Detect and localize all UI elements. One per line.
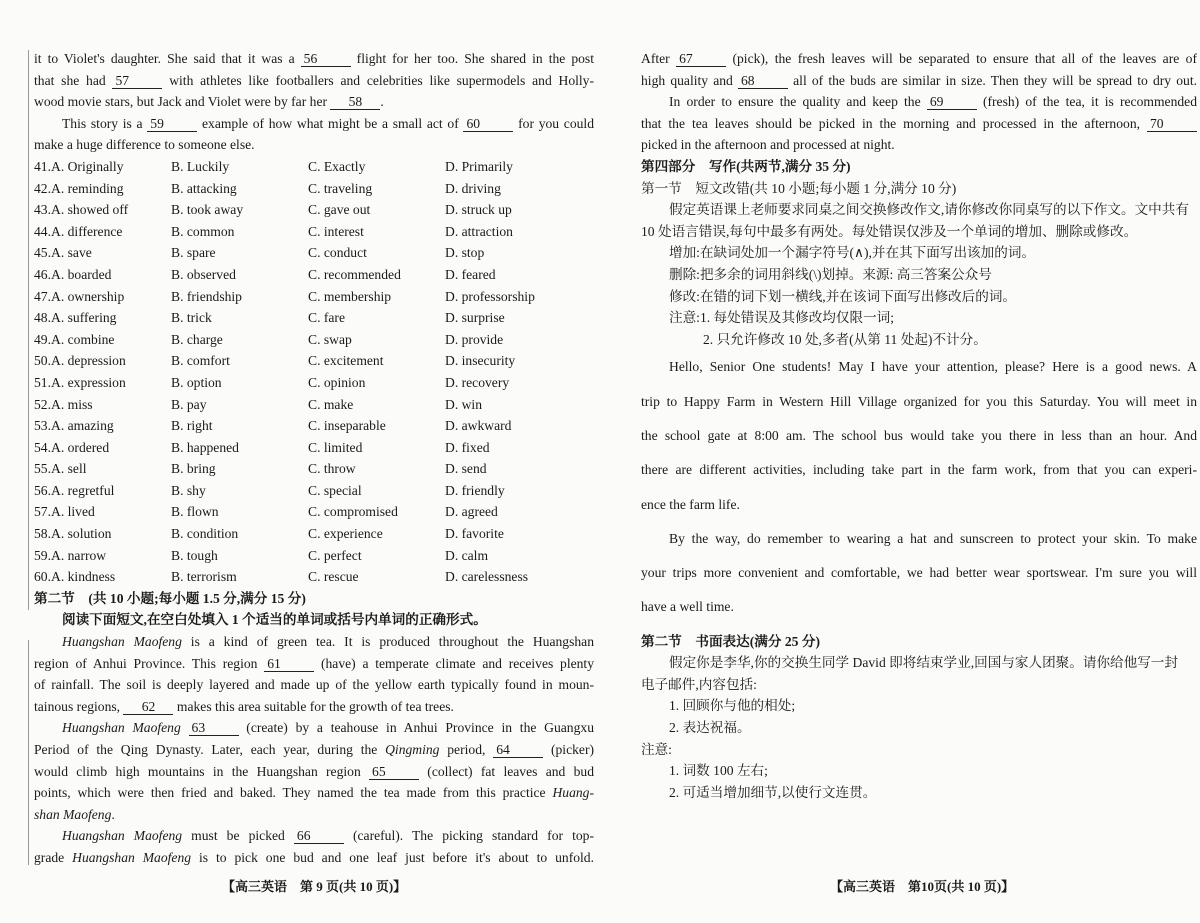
option-c[interactable]: C. recommended xyxy=(308,266,401,282)
option-b[interactable]: B. option xyxy=(171,374,222,390)
option-d[interactable]: D. provide xyxy=(445,331,504,347)
option-c[interactable]: C. make xyxy=(308,396,354,412)
passage-line: In order to ensure the quality and keep the 69 (fresh) of the tea, it is recommended xyxy=(669,94,1197,110)
option-d[interactable]: D. professorship xyxy=(445,288,535,304)
part-4-heading: 第四部分 写作(共两节,满分 35 分) xyxy=(641,158,851,174)
essay-line: ence the farm life. xyxy=(641,496,740,512)
option-d[interactable]: D. Primarily xyxy=(445,158,513,174)
option-c[interactable]: C. gave out xyxy=(308,202,371,218)
instruction-add: 增加:在缺词处加一个漏字符号(∧),并在其下面写出该加的词。 xyxy=(669,245,1036,261)
blank-61[interactable]: 61 xyxy=(264,656,314,672)
option-c[interactable]: C. compromised xyxy=(308,504,398,520)
essay-line: By the way, do remember to wearing a hat and sunscreen to protect your skin. To make xyxy=(669,530,1197,546)
question-number: 57. xyxy=(34,504,51,520)
blank-70[interactable]: 70 xyxy=(1147,116,1197,132)
option-row xyxy=(34,156,594,178)
option-a[interactable]: 54.A. ordered xyxy=(34,437,171,459)
question-number: 44. xyxy=(34,223,51,239)
page-footer-left: 【高三英语 第 9 页(共 10 页)】 xyxy=(222,879,407,894)
option-a[interactable]: 50.A. depression xyxy=(34,350,171,372)
option-d[interactable]: D. driving xyxy=(445,180,501,196)
option-row xyxy=(34,523,594,545)
option-c[interactable]: C. special xyxy=(308,482,362,498)
essay-line: Hello, Senior One students! May I have your attention, please? Here is a good news. A xyxy=(669,359,1197,375)
option-d[interactable]: D. awkward xyxy=(445,418,512,434)
passage-line: of rainfall. The soil is deeply layered and made up of the yellow earth typically found in moun- xyxy=(34,677,594,693)
content-item: 1. 回顾你与他的相处; xyxy=(669,698,796,714)
option-row xyxy=(34,178,594,200)
passage-line: make a huge difference to someone else. xyxy=(34,137,255,153)
question-number: 42. xyxy=(34,180,51,196)
content-item: 2. 表达祝福。 xyxy=(669,720,751,736)
blank-64[interactable]: 64 xyxy=(493,742,543,758)
option-d[interactable]: D. favorite xyxy=(445,526,504,542)
option-row xyxy=(34,501,594,523)
question-number: 50. xyxy=(34,353,51,369)
option-c[interactable]: C. limited xyxy=(308,439,363,455)
option-b[interactable]: B. friendship xyxy=(171,288,242,304)
option-c[interactable]: C. opinion xyxy=(308,374,366,390)
question-number: 56. xyxy=(34,482,51,498)
option-a[interactable]: 48.A. suffering xyxy=(34,307,171,329)
option-a[interactable]: 46.A. boarded xyxy=(34,264,171,286)
question-number: 47. xyxy=(34,288,51,304)
instruction-modify: 修改:在错的词下划一横线,并在该词下面写出修改后的词。 xyxy=(669,288,1017,304)
option-a[interactable]: 44.A. difference xyxy=(34,221,171,243)
blank-59[interactable]: 59 xyxy=(147,116,197,132)
passage-line: This story is a 59 example of how what might be a small act of 60 for you could xyxy=(62,115,594,131)
option-row xyxy=(34,242,594,264)
question-number: 58. xyxy=(34,526,51,542)
page-9 xyxy=(34,48,594,869)
option-d[interactable]: D. attraction xyxy=(445,223,513,239)
passage-line: Huangshan Maofeng must be picked 66 (careful). The picking standard for top- xyxy=(62,828,594,844)
option-b[interactable]: B. common xyxy=(171,223,235,239)
blank-69[interactable]: 69 xyxy=(927,94,977,110)
question-number: 54. xyxy=(34,439,51,455)
option-d[interactable]: D. recovery xyxy=(445,374,510,390)
option-d[interactable]: D. calm xyxy=(445,547,489,563)
option-c[interactable]: C. traveling xyxy=(308,180,373,196)
option-d[interactable]: D. fixed xyxy=(445,439,490,455)
blank-63[interactable]: 63 xyxy=(189,720,239,736)
note-line: 注意:1. 每处错误及其修改均仅限一词; xyxy=(669,310,895,326)
option-b[interactable]: B. shy xyxy=(171,482,206,498)
section-2-instruction: 阅读下面短文,在空白处填入 1 个适当的单词或括号内单词的正确形式。 xyxy=(62,612,487,628)
question-number: 51. xyxy=(34,374,51,390)
question-number: 43. xyxy=(34,202,51,218)
passage-line: would climb high mountains in the Huangshan region 65 (collect) fat leaves and bud xyxy=(34,763,594,779)
option-a[interactable]: 56.A. regretful xyxy=(34,480,171,502)
option-row xyxy=(34,286,594,308)
note-label: 注意: xyxy=(641,741,672,757)
option-c[interactable]: C. rescue xyxy=(308,569,359,585)
option-d[interactable]: D. carelessness xyxy=(445,569,529,585)
question-number: 45. xyxy=(34,245,51,261)
option-d[interactable]: D. agreed xyxy=(445,504,498,520)
instruction-line: 电子邮件,内容包括: xyxy=(641,676,757,692)
option-a[interactable]: 57.A. lived xyxy=(34,501,171,523)
options-list xyxy=(34,156,594,588)
option-b[interactable]: B. charge xyxy=(171,331,223,347)
question-number: 49. xyxy=(34,331,51,347)
note-line: 2. 只允许修改 10 处,多者(从第 11 处起)不计分。 xyxy=(703,331,987,347)
section-2-heading: 第二节 (共 10 小题;每小题 1.5 分,满分 15 分) xyxy=(34,590,306,606)
option-a[interactable]: 42.A. reminding xyxy=(34,178,171,200)
option-d[interactable]: D. insecurity xyxy=(445,353,516,369)
instruction-delete: 删除:把多余的词用斜线(\)划掉。来源: 高三答案公众号 xyxy=(669,266,992,282)
option-d[interactable]: D. stop xyxy=(445,245,485,261)
option-row xyxy=(34,199,594,221)
instruction-line: 假定英语课上老师要求同桌之间交换修改作文,请你修改你同桌写的以下作文。文中共有 xyxy=(669,202,1189,218)
option-row xyxy=(34,480,594,502)
note-line: 2. 可适当增加细节,以使行文连贯。 xyxy=(669,784,877,800)
option-row xyxy=(34,458,594,480)
passage-line: high quality and 68 all of the buds are similar in size. Then they will be spread to dry out. xyxy=(641,72,1197,88)
option-c[interactable]: C. fare xyxy=(308,310,345,326)
passage-line: shan Maofeng. xyxy=(34,806,115,822)
option-row xyxy=(34,415,594,437)
question-number: 53. xyxy=(34,418,51,434)
question-number: 59. xyxy=(34,547,51,563)
option-d[interactable]: D. surprise xyxy=(445,310,505,326)
option-b[interactable]: B. tough xyxy=(171,547,218,563)
option-d[interactable]: D. send xyxy=(445,461,487,477)
blank-65[interactable]: 65 xyxy=(369,764,419,780)
option-a[interactable]: 43.A. showed off xyxy=(34,199,171,221)
passage-line: picked in the afternoon and processed at night. xyxy=(641,137,895,153)
option-a[interactable]: 53.A. amazing xyxy=(34,415,171,437)
option-row xyxy=(34,221,594,243)
blank-67[interactable]: 67 xyxy=(676,51,726,67)
passage-line: Huangshan Maofeng is a kind of green tea. It is produced throughout the Huangshan xyxy=(62,634,594,650)
option-c[interactable]: C. membership xyxy=(308,288,392,304)
option-b[interactable]: B. observed xyxy=(171,266,236,282)
passage-line: region of Anhui Province. This region 61 (have) a temperate climate and receives plenty xyxy=(34,655,594,671)
option-b[interactable]: B. right xyxy=(171,418,213,434)
option-a[interactable]: 49.A. combine xyxy=(34,329,171,351)
option-b[interactable]: B. comfort xyxy=(171,353,230,369)
option-d[interactable]: D. struck up xyxy=(445,202,512,218)
option-b[interactable]: B. trick xyxy=(171,310,212,326)
blank-68[interactable]: 68 xyxy=(738,73,788,89)
essay-line: there are different activities, including take part in the farm work, from that you can experi- xyxy=(641,462,1197,478)
option-row xyxy=(34,545,594,567)
passage-line: that she had 57 with athletes like footballers and celebrities like supermodels and Holly- xyxy=(34,72,594,88)
option-c[interactable]: C. Exactly xyxy=(308,158,366,174)
option-b[interactable]: B. flown xyxy=(171,504,219,520)
option-c[interactable]: C. excitement xyxy=(308,353,384,369)
option-a[interactable]: 52.A. miss xyxy=(34,394,171,416)
question-number: 48. xyxy=(34,310,51,326)
option-b[interactable]: B. attacking xyxy=(171,180,237,196)
page-footer-right: 【高三英语 第10页(共 10 页)】 xyxy=(830,879,1015,894)
option-row xyxy=(34,264,594,286)
section-1-heading: 第一节 短文改错(共 10 小题;每小题 1 分,满分 10 分) xyxy=(641,180,957,196)
option-b[interactable]: B. took away xyxy=(171,202,244,218)
passage-line: points, which were then fried and baked. They named the tea made from this practice Huang- xyxy=(34,785,594,801)
option-c[interactable]: C. inseparable xyxy=(308,418,386,434)
option-a[interactable]: 45.A. save xyxy=(34,242,171,264)
option-b[interactable]: B. Luckily xyxy=(171,158,230,174)
option-c[interactable]: C. interest xyxy=(308,223,364,239)
option-row xyxy=(34,307,594,329)
instruction-line: 假定你是李华,你的交换生同学 David 即将结束学业,回国与家人团聚。请你给他写一封 xyxy=(669,655,1178,671)
instruction-line: 10 处语言错误,每句中最多有两处。每处错误仅涉及一个单词的增加、删除或修改。 xyxy=(641,223,1138,239)
option-row xyxy=(34,350,594,372)
question-number: 41. xyxy=(34,158,51,174)
option-c[interactable]: C. swap xyxy=(308,331,352,347)
essay-line: your trips more convenient and comfortable, we had better wear sportswear. I'm sure you will xyxy=(641,565,1197,581)
question-number: 46. xyxy=(34,266,51,282)
scan-margin-line xyxy=(28,640,29,865)
section-2-heading: 第二节 书面表达(满分 25 分) xyxy=(641,633,820,649)
passage-line: Huangshan Maofeng 63 (create) by a teahouse in Anhui Province in the Guangxu xyxy=(62,720,594,736)
question-number: 55. xyxy=(34,461,51,477)
option-row xyxy=(34,394,594,416)
option-b[interactable]: B. pay xyxy=(171,396,207,412)
option-c[interactable]: C. conduct xyxy=(308,245,367,261)
option-d[interactable]: D. feared xyxy=(445,266,496,282)
option-row xyxy=(34,437,594,459)
option-c[interactable]: C. perfect xyxy=(308,547,362,563)
option-b[interactable]: B. terrorism xyxy=(171,569,237,585)
essay-line: trip to Happy Farm in Western Hill Village organized for you this Saturday. You will meet in xyxy=(641,393,1197,409)
essay-line: have a well time. xyxy=(641,599,734,615)
option-b[interactable]: B. spare xyxy=(171,245,216,261)
passage-line: it to Violet's daughter. She said that it was a 56 flight for her too. She shared in the post xyxy=(34,51,594,66)
option-d[interactable]: D. win xyxy=(445,396,483,412)
question-number: 52. xyxy=(34,396,51,412)
option-a[interactable]: 59.A. narrow xyxy=(34,545,171,567)
scan-margin-line xyxy=(28,50,29,610)
option-row xyxy=(34,329,594,351)
blank-62[interactable]: 62 xyxy=(123,699,173,715)
option-d[interactable]: D. friendly xyxy=(445,482,505,498)
option-b[interactable]: B. bring xyxy=(171,461,216,477)
option-a[interactable]: 51.A. expression xyxy=(34,372,171,394)
option-c[interactable]: C. experience xyxy=(308,526,383,542)
option-c[interactable]: C. throw xyxy=(308,461,356,477)
essay-line: the school gate at 8:00 am. The school bus would take you there in less than an hour. And xyxy=(641,427,1197,443)
question-number: 60. xyxy=(34,569,51,585)
option-a[interactable]: 41.A. Originally xyxy=(34,156,171,178)
page-10 xyxy=(641,48,1197,803)
option-a[interactable]: 55.A. sell xyxy=(34,458,171,480)
option-row xyxy=(34,372,594,394)
option-b[interactable]: B. condition xyxy=(171,526,239,542)
passage-line: wood movie stars, but Jack and Violet were by far her 58 . xyxy=(34,94,384,110)
option-a[interactable]: 47.A. ownership xyxy=(34,286,171,308)
blank-66[interactable]: 66 xyxy=(294,828,344,844)
passage-line: that the tea leaves should be picked in the morning and processed in the afternoon, 70 xyxy=(641,113,1197,135)
blank-58[interactable]: 58 xyxy=(330,94,380,110)
blank-56[interactable]: 56 xyxy=(301,51,351,67)
option-a[interactable]: 60.A. kindness xyxy=(34,566,171,588)
passage-line: After 67 (pick), the fresh leaves will be separated to ensure that all of the leaves are of xyxy=(641,51,1197,66)
passage-line: Period of the Qing Dynasty. Later, each year, during the Qingming period, 64 (picker) xyxy=(34,742,594,757)
blank-57[interactable]: 57 xyxy=(112,73,162,89)
option-a[interactable]: 58.A. solution xyxy=(34,523,171,545)
option-row xyxy=(34,566,594,588)
note-line: 1. 词数 100 左右; xyxy=(669,763,768,779)
blank-60[interactable]: 60 xyxy=(463,116,513,132)
option-b[interactable]: B. happened xyxy=(171,439,239,455)
passage-line: tainous regions, 62 makes this area suitable for the growth of tea trees. xyxy=(34,698,454,714)
passage-line: grade Huangshan Maofeng is to pick one bud and one leaf just before it's about to unfold. xyxy=(34,849,594,865)
